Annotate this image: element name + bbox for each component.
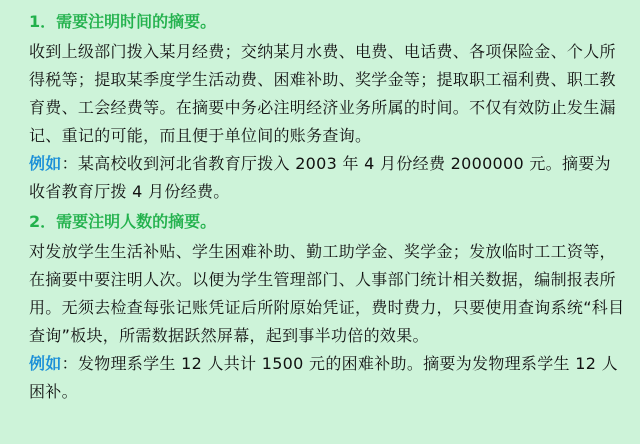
example-label: 例如 (29, 154, 62, 173)
section-time-summary (29, 10, 626, 206)
section-heading: 2．需要注明人数的摘要。 (29, 212, 217, 231)
example-text: ：发物理系学生 12 人共计 1500 元的困难补助。摘要为发物理系学生 12 人困补。 (29, 354, 618, 401)
section-body: 收到上级部门拨入某月经费；交纳某月水费、电费、电话费、各项保险金、个人所得税等；提取某季度学生活动费、困难补助、奖学金等；提取职工福利费、职工教育费、工会经费等。在摘要中务必注明经济业务所属的时间。不仅有效防止发生漏记、重记的可能，而且便于单位间的账务查询。 (29, 42, 616, 145)
example-label: 例如 (29, 354, 62, 373)
example-paragraph (29, 350, 626, 406)
section-heading: 1．需要注明时间的摘要。 (29, 12, 217, 31)
example-paragraph (29, 150, 626, 206)
section-body: 对发放学生生活补贴、学生困难补助、勤工助学金、奖学金；发放临时工工资等，在摘要中要注明人次。以便为学生管理部门、人事部门统计相关数据，编制报表所用。无须去检查每张记账凭证后所附原始凭证，费时费力，只要使用查询系统“科目查询”板块，所需数据跃然屏幕，起到事半功倍的效果。 (29, 242, 625, 345)
section-headcount-summary (29, 210, 626, 406)
example-text: ：某高校收到河北省教育厅拨入 2003 年 4 月份经费 2000000 元。摘要为收省教育厅拨 4 月份经费。 (29, 154, 611, 201)
